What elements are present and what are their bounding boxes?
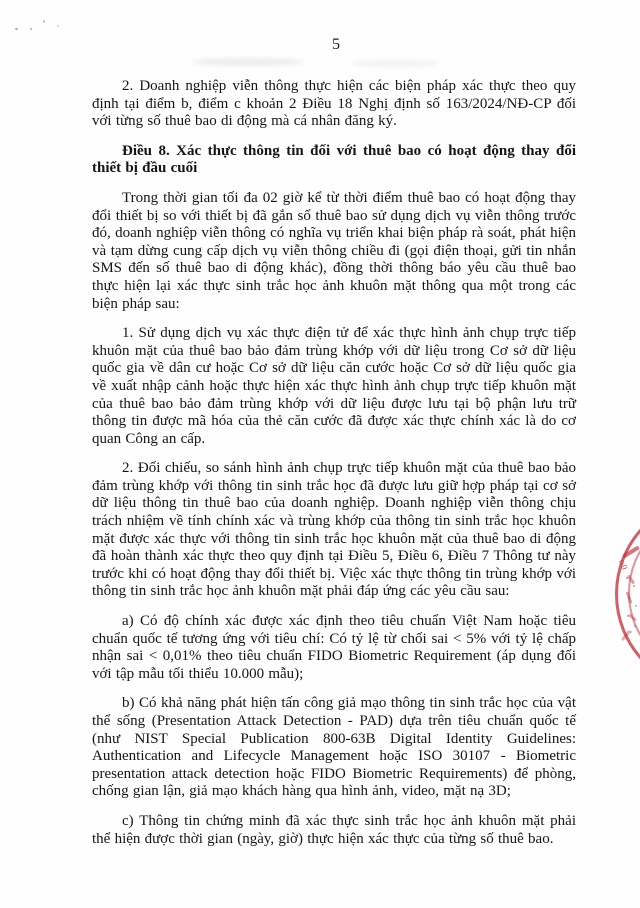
official-seal-fragment xyxy=(598,538,640,650)
paragraph-article-8-intro: Trong thời gian tối đa 02 giờ kể từ thời điểm thuê bao có hoạt động thay đổi thiết bị so với thiết bị đã gắn số thuê bao sử dụng dịch vụ viễn thông trước đó, doanh nghiệp viễn thông có nghĩa vụ triển khai biện pháp rà soát, phát hiện và tạm dừng cung cấp dịch vụ viễn thông chiều đi (gọi điện thoại, gửi tin nhắn SMS đến số thuê bao di động khác), đồng thời thông báo yêu cầu thuê bao thực hiện lại xác thực sinh trắc học ảnh khuôn mặt thông qua một trong các biện pháp sau: xyxy=(92,189,576,312)
paragraph-clause-1: 1. Sử dụng dịch vụ xác thực điện tử để xác thực hình ảnh chụp trực tiếp khuôn mặt của thuê bao bảo đảm trùng khớp với dữ liệu trong Cơ sở dữ liệu quốc gia về dân cư hoặc Cơ sở dữ liệu căn cước hoặc Cơ sở dữ liệu quốc gia về xuất nhập cảnh hoặc thực hiện xác thực hình ảnh chụp trực tiếp khuôn mặt của thuê bao bảo đảm trùng khớp với dữ liệu được lưu tại bộ phận lưu trữ thông tin được mã hóa của thẻ căn cước đã được xác thực chính xác là do cơ quan Công an cấp. xyxy=(92,325,576,447)
paragraph-clause-2: 2. Đối chiếu, so sánh hình ảnh chụp trực tiếp khuôn mặt của thuê bao bảo đảm trùng khớp với thông tin sinh trắc học đã được lưu giữ hợp pháp tại cơ sở dữ liệu thông tin thuê bao của doanh nghiệp. Doanh nghiệp viễn thông chịu trách nhiệm về tính chính xác và trùng khớp của thông tin sinh trắc học khuôn mặt được xác thực với thông tin sinh trắc học khuôn mặt của thuê bao di động đã hoàn thành xác thực theo quy định tại Điều 5, Điều 6, Điều 7 Thông tư này trước khi có hoạt động thay đổi thiết bị. Việc xác thực thông tin trùng khớp với thông tin sinh trắc học ảnh khuôn mặt phải đáp ứng các yêu cầu sau: xyxy=(92,460,576,600)
scan-speck xyxy=(15,28,18,30)
page-number: 5 xyxy=(332,36,340,53)
paragraph-clause-2-dieu-7: 2. Doanh nghiệp viễn thông thực hiện các biện pháp xác thực theo quy định tại điểm b, điểm c khoản 2 Điều 18 Nghị định số 163/2024/NĐ-CP đối với từng số thuê bao di động mà cá nhân đăng ký. xyxy=(92,78,576,130)
document-body xyxy=(92,78,576,860)
seal-texture xyxy=(624,572,640,636)
scan-speck xyxy=(57,25,59,27)
scan-speck xyxy=(43,20,45,23)
paragraph-point-c: c) Thông tin chứng minh đã xác thực sinh trắc học ảnh khuôn mặt phải thể hiện được thời gian (ngày, giờ) thực hiện xác thực của từng số thuê bao. xyxy=(92,812,576,847)
scan-speck xyxy=(30,28,32,30)
seal-text-fragment: o0 xyxy=(616,558,631,572)
paragraph-point-b: b) Có khả năng phát hiện tấn công giả mạo thông tin sinh trắc học của vật thể sống (Presentation Attack Detection - PAD) dựa trên tiêu chuẩn quốc tế (như NIST Special Publication 800-63B Digital Identity Guidelines: Authentication and Lifecycle Management hoặc ISO 30107 - Biometric presentation attack detection hoặc FIDO Biometric Requirements) để phòng, chống gian lận, giả mạo khách hàng qua hình ảnh, video, mặt nạ 3D; xyxy=(92,695,576,800)
paragraph-point-a: a) Có độ chính xác được xác định theo tiêu chuẩn Việt Nam hoặc tiêu chuẩn quốc tế tương ứng với tiêu chí: Có tỷ lệ từ chối sai < 5% với tỷ lệ chấp nhận sai < 0,01% theo tiêu chuẩn FIDO Biometric Requirement (áp dụng đối với tập mẫu tối thiểu 10.000 mẫu); xyxy=(92,613,576,682)
article-8-heading: Điều 8. Xác thực thông tin đối với thuê bao có hoạt động thay đổi thiết bị đầu cuối xyxy=(92,142,576,177)
scan-smudge xyxy=(350,60,440,67)
scan-smudge xyxy=(192,58,304,66)
